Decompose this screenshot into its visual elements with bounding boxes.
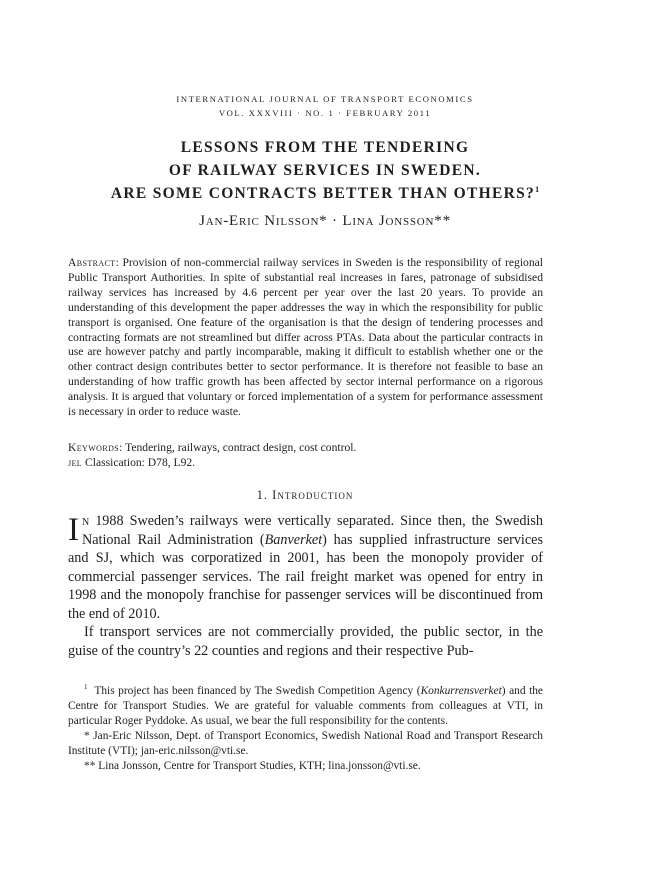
body-text <box>68 512 543 660</box>
paper-title-line-2: OF RAILWAY SERVICES IN SWEDEN. <box>168 162 482 179</box>
abstract-text: Provision of non-commercial railway services in Sweden is the responsibility of regional Public Transport Authorities. In spite of substantial real increases in fares, patronage of subsidised railway services has increased by 4.6 percent per year over the last 20 years. To provide an understanding of this development the paper addresses the way in which the responsibility for public transport is organised. One feature of the organisation is that the design of tendering processes and contracting formats are not streamlined but differ across PTAs. Data about the particular contracts in use are however patchy and partly incomparable, making it difficult to establish whether one or the other contract design contributes better to sector performance. It is therefore not feasible to base an understanding of how traffic growth has been affected by sector internal performance on a rigorous analysis. It is argued that voluntary or forced implementation of a system for performance assessment is necessary in order to reduce waste. <box>68 256 543 419</box>
footnote-1-mark: 1 <box>84 683 88 691</box>
footnote-1-part1: This project has been financed by The Swedish Competition Agency ( <box>94 684 421 697</box>
footnote-1-part2: ) and the Centre for Transport Studies. We are grateful for valuable comments from colleagues at VTI, in particular Roger Pyddoke. As usual, we bear the full responsibility for the contents. <box>68 684 543 727</box>
journal-issue: VOL. XXXVIII · NO. 1 · FEBRUARY 2011 <box>218 108 432 118</box>
paper-title-line-3-text: ARE SOME CONTRACTS BETTER THAN OTHERS? <box>110 185 536 203</box>
keywords-label: Keywords <box>68 441 120 454</box>
paper-title-line-1: LESSONS FROM THE TENDERING <box>180 139 470 156</box>
journal-name: INTERNATIONAL JOURNAL OF TRANSPORT ECONOMICS <box>176 94 474 104</box>
title-footnote-mark: 1 <box>535 185 540 194</box>
opening-smallcaps: n <box>82 513 90 529</box>
drop-cap: I <box>68 512 79 548</box>
authors: Jan-Eric Nilsson* · Lina Jonsson** <box>199 213 451 229</box>
section-number: 1. <box>256 488 269 502</box>
keywords-text: Tendering, railways, contract design, cost control. <box>125 441 357 454</box>
body-paragraph-2: If transport services are not commercially provided, the public sector, in the guise of the country’s 22 counties and regions and their respective Pub- <box>68 624 543 659</box>
abstract: Abstract: Provision of non-commercial railway services in Sweden is the responsibility of regional Public Transport Authorities. In spite of substantial real increases in fares, patronage of subsidised railway services has increased by 4.6 percent per year over the last 20 years. To provide an understanding of this development the paper addresses the way in which the responsibility for public transport is organised. One feature of the organisation is that the design of tendering processes and contracting formats are not streamlined but differ across PTAs. Data about the particular contracts in use are however patchy and partly incomparable, making it difficult to establish whether one or the other contract design contributes better to sector performance. It is therefore not feasible to base an understanding of how traffic growth has been affected by sector internal performance on a rigorous analysis. It is argued that voluntary or forced implementation of a system for performance assessment is necessary in order to reduce waste. <box>68 256 543 419</box>
body-p1-italic: Banverket <box>264 531 323 548</box>
section-title: Introduction <box>272 488 354 502</box>
keywords: Keywords: Tendering, railways, contract design, cost control. <box>68 441 357 454</box>
footnote-author-1: * Jan-Eric Nilsson, Dept. of Transport Economics, Swedish National Road and Transport Research Institute (VTI); jan-eric.nilsson@vti.se. <box>68 729 543 757</box>
footnote-1-italic: Konkurrensverket <box>420 684 502 697</box>
footnote-author-2: ** Lina Jonsson, Centre for Transport Studies, KTH; lina.jonsson@vti.se. <box>84 759 421 772</box>
body-p1-part2: ) has supplied infrastructure services and SJ, which was corporatized in 2001, has been the monopoly provider of commercial passenger services. The rail freight market was opened for entry in 1998 and the monopoly franchise for passenger services will be discontinued from the end of 2010. <box>68 531 543 622</box>
footnote-1 <box>68 680 543 729</box>
jel-classification <box>68 456 543 471</box>
section-heading <box>0 488 610 503</box>
abstract-label: Abstract <box>68 256 116 269</box>
jel-label: jel <box>68 456 83 469</box>
body-paragraph-1 <box>68 512 543 623</box>
jel-text: Classication: D78, L92. <box>85 456 196 469</box>
footnotes <box>68 680 543 774</box>
paper-title-line-3 <box>0 185 650 203</box>
body-p1-part1: 1988 Sweden’s railways were vertically separated. Since then, the Swedish National Rail Administration ( <box>82 513 543 548</box>
